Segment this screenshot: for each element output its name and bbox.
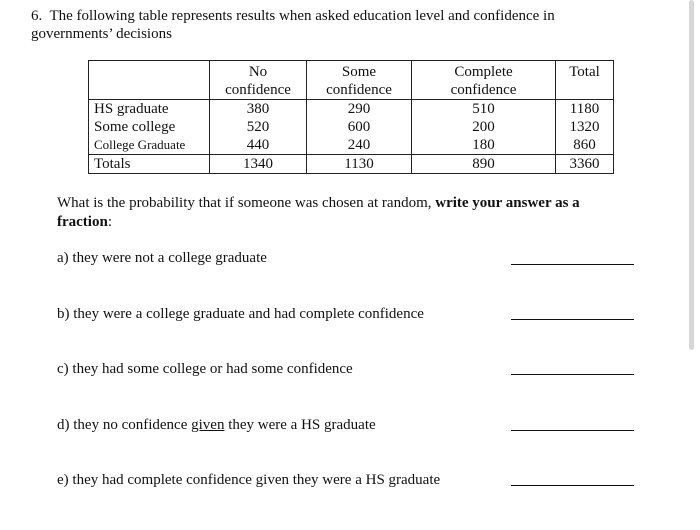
table-cell: 380 (246, 101, 270, 117)
table-cell: 200 (472, 119, 495, 135)
part-b: b) they were a college graduate and had complete confidence (57, 306, 424, 322)
answer-blank-c[interactable] (511, 374, 634, 375)
col-header-complete-confidence: Complete confidence (412, 61, 556, 100)
col-total (556, 100, 614, 155)
part-e: e) they had complete confidence given they were a HS graduate (57, 472, 441, 488)
table-cell: 860 (573, 137, 596, 153)
row-label-hs-graduate: HS graduate (94, 101, 169, 117)
table-cell: 1320 (569, 119, 600, 135)
answer-blank-a[interactable] (511, 264, 634, 265)
part-c: c) they had some college or had some confidence (57, 361, 353, 377)
table-cell: 1180 (569, 101, 600, 117)
row-label-some-college: Some college (94, 119, 176, 135)
col-header-no-confidence: No confidence (210, 61, 307, 100)
table-cell: 600 (347, 119, 371, 135)
prompt-bold-2: fraction (57, 214, 108, 230)
question-line-2: governments’ decisions (31, 26, 172, 42)
prompt-bold-1: write your answer as a (435, 195, 580, 211)
col-no-confidence (210, 100, 307, 155)
part-a: a) they were not a college graduate (57, 250, 267, 266)
given-underlined: given (191, 417, 225, 433)
part-d: d) they no confidence given they were a HS graduate (57, 417, 376, 433)
table-corner-cell (89, 61, 210, 100)
table-totals-row (89, 155, 614, 174)
table-cell: 290 (347, 101, 371, 117)
col-some-confidence (307, 100, 412, 155)
table-cell: 510 (472, 101, 495, 117)
answer-blank-d[interactable] (511, 430, 634, 431)
row-label-college-graduate: College Graduate (94, 137, 186, 152)
table-cell: 1340 (243, 156, 273, 172)
answer-blank-e[interactable] (511, 485, 634, 486)
table-cell: 890 (472, 156, 495, 172)
row-label-totals: Totals (94, 156, 131, 172)
scrollbar[interactable] (689, 0, 694, 350)
table-cell: 520 (246, 119, 270, 135)
table-cell: 240 (347, 137, 371, 153)
question-line-1: The following table represents results when asked education level and confidence in (49, 8, 555, 24)
col-complete-confidence (412, 100, 556, 155)
table-cell: 180 (472, 137, 495, 153)
col-header-some-confidence: Some confidence (307, 61, 412, 100)
table-cell: 1130 (344, 156, 374, 172)
table-cell: 440 (246, 137, 270, 153)
table-body-row (89, 100, 614, 155)
row-labels (89, 100, 210, 155)
table-header-row (89, 61, 614, 100)
contingency-table (88, 60, 614, 174)
answer-blank-b[interactable] (511, 319, 634, 320)
table-cell: 3360 (569, 156, 600, 172)
col-header-total: Total (556, 61, 614, 100)
instruction-prompt: What is the probability that if someone was chosen at random, write your answer as a fraction: (57, 195, 580, 230)
question-text (31, 7, 651, 43)
question-number: 6. (31, 8, 43, 24)
